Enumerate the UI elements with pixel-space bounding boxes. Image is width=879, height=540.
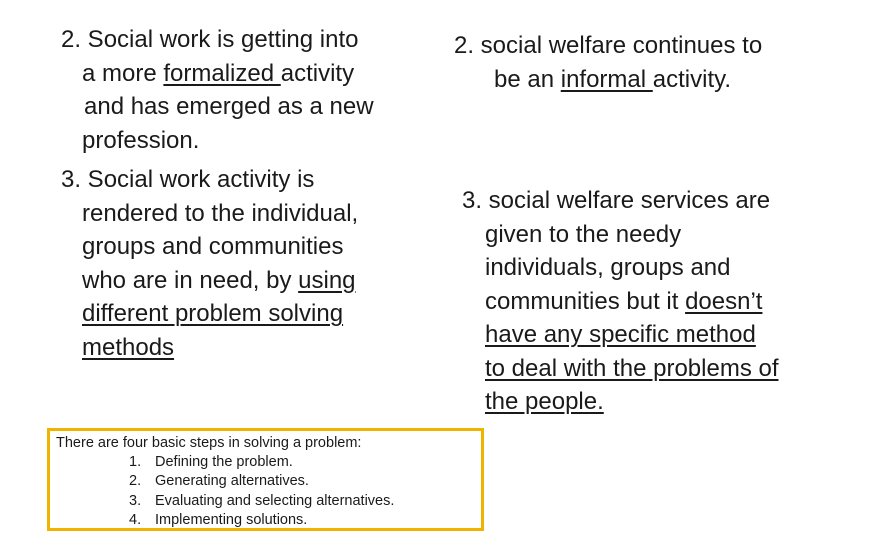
left-p2-line2	[61, 57, 374, 91]
left-p2-line4: profession.	[82, 126, 200, 154]
right-p3-text: communities but it	[485, 287, 686, 315]
right-p3-line7	[462, 385, 779, 419]
step-item	[56, 472, 481, 491]
left-p2-line1: 2. Social work is getting into	[61, 26, 359, 53]
step-text: Defining the problem.	[155, 454, 293, 471]
left-p3-underlined: using	[298, 266, 356, 294]
step-number: 4.	[129, 511, 142, 528]
right-p2-line1: 2. social welfare continues to	[454, 32, 763, 59]
left-p3-text: who are in need, by	[82, 266, 299, 294]
right-p2-text: activity.	[652, 65, 731, 93]
step-text: Implementing solutions.	[155, 511, 308, 528]
right-p2-underlined: informal	[560, 65, 653, 93]
left-point-3	[61, 163, 358, 364]
step-text: Generating alternatives.	[155, 473, 309, 490]
step-number: 1.	[129, 454, 142, 471]
right-p3-underlined: the people.	[485, 388, 604, 415]
right-p3-line6	[462, 352, 779, 386]
step-item	[56, 492, 481, 511]
right-p3-underlined: to deal with the problems of	[485, 354, 779, 382]
left-p3-underlined: different problem solving	[82, 300, 344, 327]
left-p2-underlined: formalized	[163, 59, 281, 87]
right-p3-line2: given to the needy	[485, 220, 682, 248]
left-p3-underlined: methods	[82, 333, 175, 361]
step-item	[56, 453, 481, 472]
left-p2-text: a more	[82, 59, 164, 87]
step-number: 2.	[129, 473, 142, 490]
right-p3-line1: 3. social welfare services are	[462, 187, 771, 214]
left-p2-text: activity	[280, 59, 355, 87]
right-p3-line5	[462, 318, 779, 352]
left-p2-line3: and has emerged as a new	[84, 93, 374, 120]
left-p3-line2: rendered to the individual,	[82, 199, 359, 227]
right-point-3	[462, 184, 779, 419]
step-item	[56, 511, 481, 530]
right-p3-line4	[462, 285, 779, 319]
steps-intro: There are four basic steps in solving a problem:	[56, 435, 362, 451]
left-p3-line6	[61, 331, 358, 365]
problem-solving-steps-box	[47, 428, 484, 531]
left-p3-line1: 3. Social work activity is	[61, 166, 315, 193]
step-number: 3.	[129, 492, 142, 509]
right-p3-underlined: have any specific method	[485, 321, 756, 348]
left-p3-line5	[61, 297, 358, 331]
right-p3-underlined: doesn’t	[685, 287, 763, 315]
right-p2-text: be an	[494, 65, 561, 93]
right-p2-line2	[454, 63, 762, 97]
left-p3-line3: groups and communities	[82, 233, 344, 260]
right-p3-line3: individuals, groups and	[485, 254, 731, 281]
left-p3-line4	[61, 264, 358, 298]
left-point-2	[61, 23, 374, 157]
step-text: Evaluating and selecting alternatives.	[155, 492, 395, 509]
right-point-2	[454, 29, 762, 96]
